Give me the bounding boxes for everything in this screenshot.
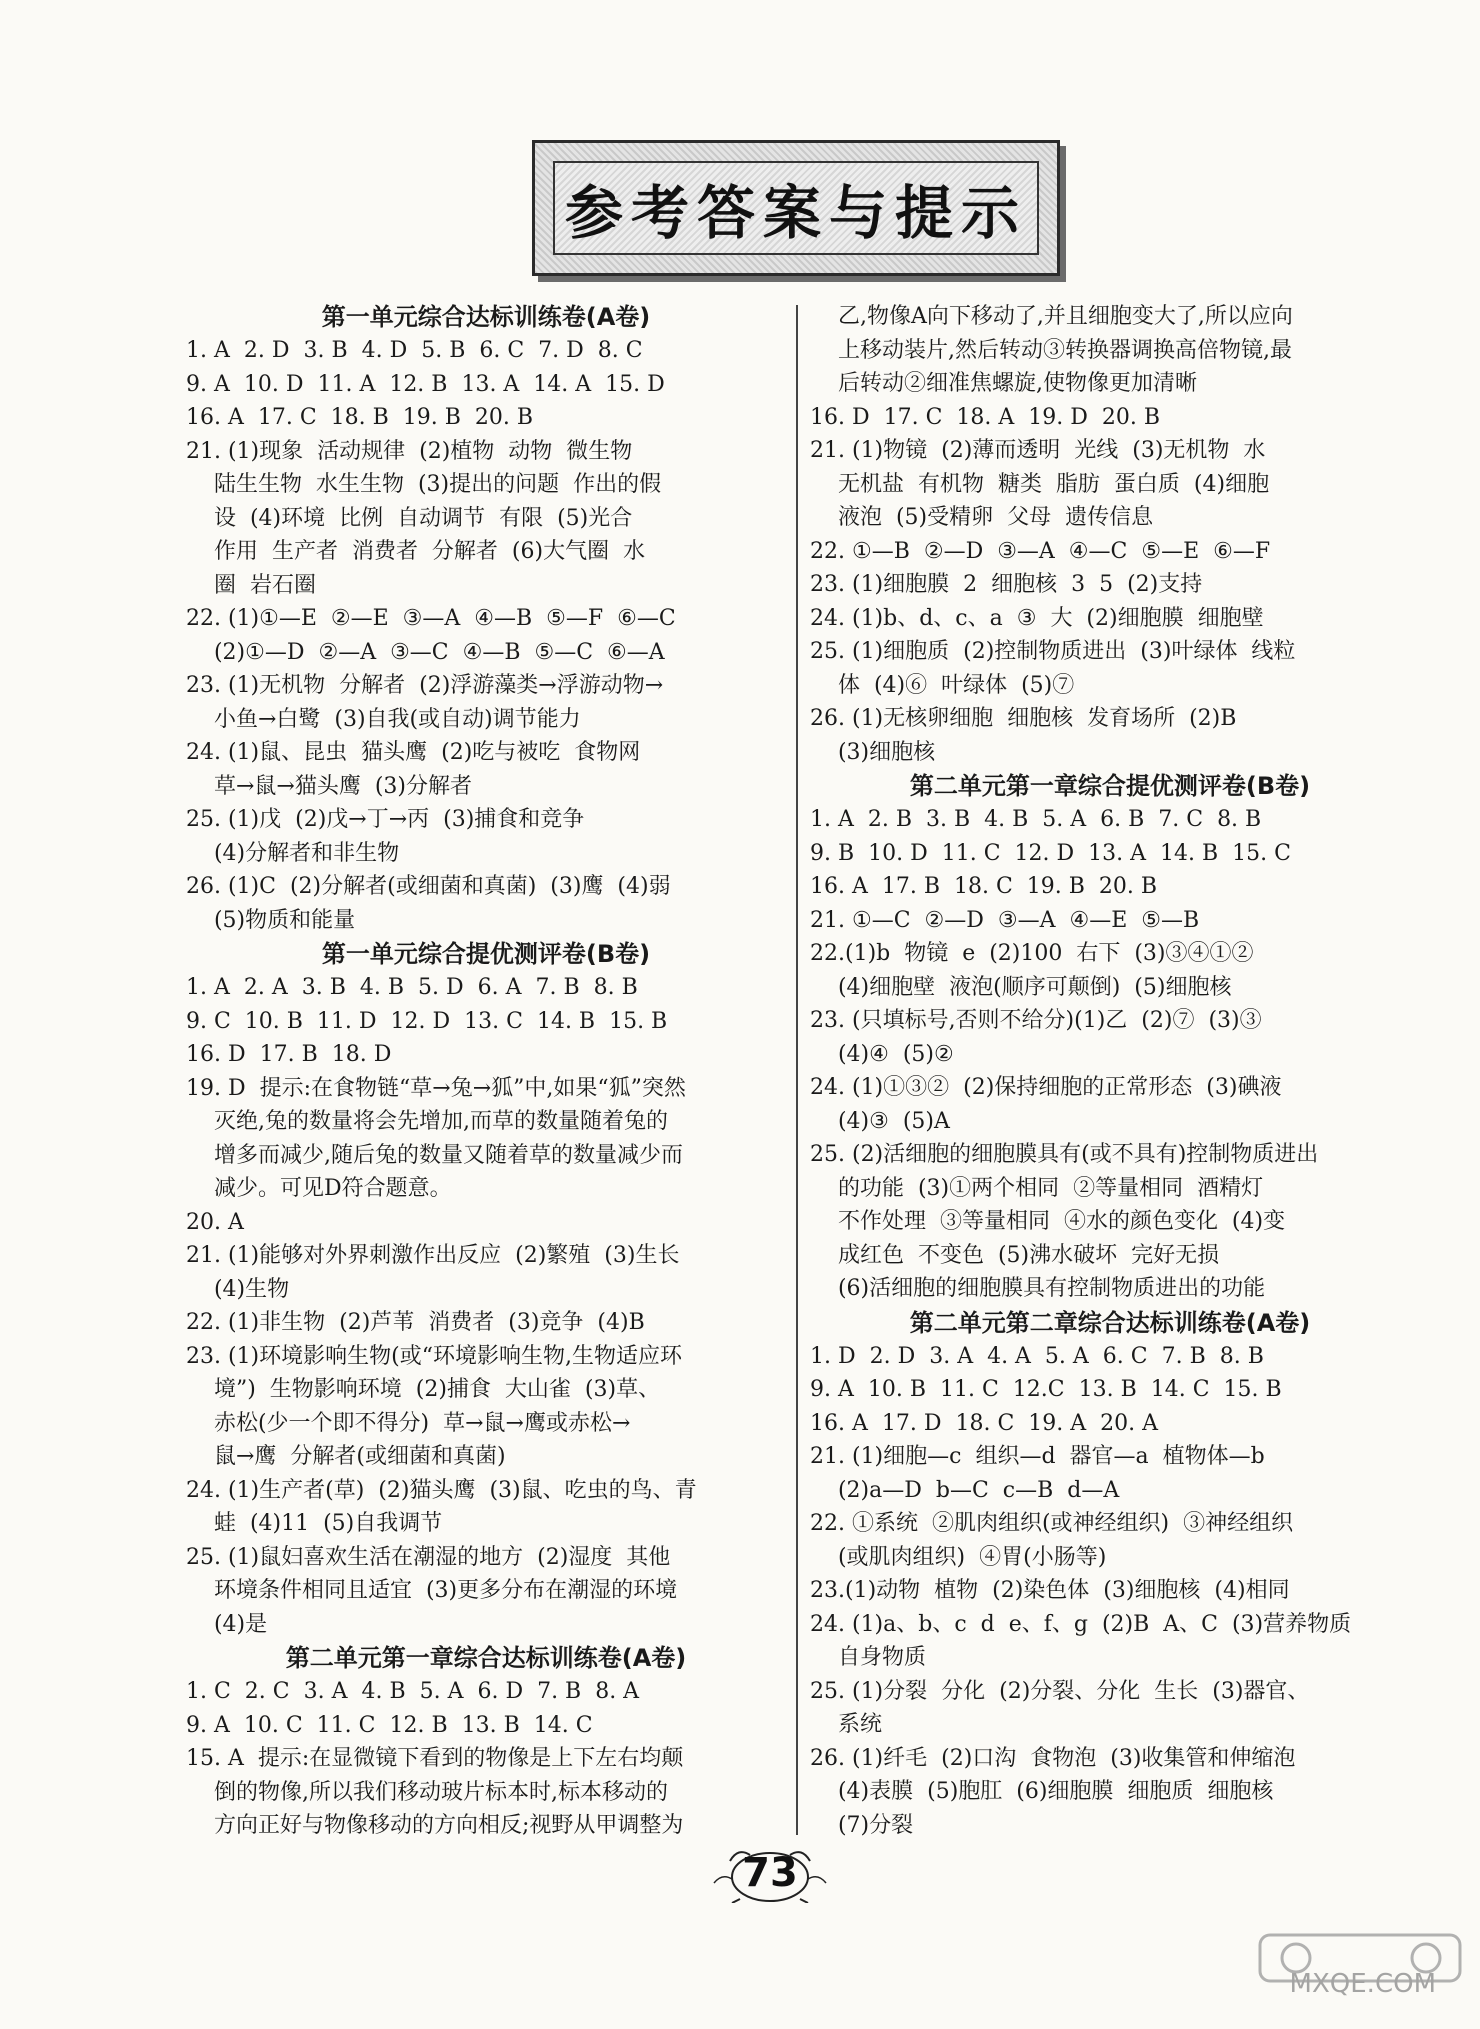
answer-line: 乙,物像A向下移动了,并且细胞变大了,所以应向 (810, 304, 1293, 329)
answer-line: 24. (1)①③② (2)保持细胞的正常形态 (3)碘液 (810, 1075, 1282, 1100)
title-banner-inner (553, 161, 1039, 255)
answer-line: 1. D 2. D 3. A 4. A 5. A 6. C 7. B 8. B (810, 1343, 1264, 1369)
answer-line: 25. (1)分裂 分化 (2)分裂、分化 生长 (3)器官、 (810, 1678, 1310, 1704)
answer-line: (4)是 (186, 1611, 268, 1637)
answer-line: 环境条件相同且适宜 (3)更多分布在潮湿的环境 (186, 1578, 678, 1603)
answer-line: 25. (1)细胞质 (2)控制物质进出 (3)叶绿体 线粒 (810, 639, 1296, 664)
answer-line: 作用 生产者 消费者 分解者 (6)大气圈 水 (186, 539, 646, 564)
answer-line: 境”) 生物影响环境 (2)捕食 大山雀 (3)草、 (186, 1377, 661, 1402)
answer-line: 21. (1)现象 活动规律 (2)植物 动物 微生物 (186, 438, 633, 464)
answer-line: 减少。可见D符合题意。 (186, 1176, 452, 1201)
page-title: 参考答案与提示 (564, 179, 1027, 247)
answer-line: (5)物质和能量 (186, 907, 356, 933)
answer-line: (4)分解者和非生物 (186, 840, 400, 866)
column-divider (796, 305, 798, 1835)
answer-line: 9. A 10. B 11. C 12.C 13. B 14. C 15. B (810, 1377, 1282, 1402)
answer-line: 圈 岩石圈 (186, 572, 316, 598)
answer-line: 26. (1)纤毛 (2)口沟 食物泡 (3)收集管和伸缩泡 (810, 1745, 1296, 1771)
page-number: 73 (742, 1850, 798, 1896)
section-heading: 第一单元综合达标训练卷(A卷) (321, 303, 651, 331)
section-heading: 第一单元综合提优测评卷(B卷) (321, 940, 651, 968)
answer-line: 设 (4)环境 比例 自动调节 有限 (5)光合 (186, 505, 633, 531)
answer-line: (4)细胞壁 液泡(顺序可颠倒) (5)细胞核 (810, 974, 1232, 1000)
page-number-badge (700, 1838, 840, 1908)
answer-line: 方向正好与物像移动的方向相反;视野从甲调整为 (186, 1813, 684, 1838)
answer-line: 鼠→鹰 分解者(或细菌和真菌) (186, 1444, 506, 1469)
answer-line: (4)④ (5)② (810, 1041, 954, 1067)
answer-line: 25. (1)鼠妇喜欢生活在潮湿的地方 (2)湿度 其他 (186, 1544, 671, 1570)
answer-line: (6)活细胞的细胞膜具有控制物质进出的功能 (810, 1276, 1266, 1301)
answer-line: 21. ①—C ②—D ③—A ④—E ⑤—B (810, 907, 1200, 933)
answer-line: 9. A 10. D 11. A 12. B 13. A 14. A 15. D (186, 371, 665, 397)
answer-line: 16. D 17. C 18. A 19. D 20. B (810, 404, 1161, 430)
answer-line: 1. C 2. C 3. A 4. B 5. A 6. D 7. B 8. A (186, 1679, 640, 1704)
answer-line: 23. (1)细胞膜 2 细胞核 3 5 (2)支持 (810, 572, 1203, 597)
answer-line: 赤松(少一个即不得分) 草→鼠→鹰或赤松→ (186, 1410, 631, 1436)
answer-line: 上移动装片,然后转动③转换器调换高倍物镜,最 (810, 337, 1292, 363)
answer-line: 22. (1)非生物 (2)芦苇 消费者 (3)竞争 (4)B (186, 1310, 645, 1335)
answer-line: (3)细胞核 (810, 739, 936, 765)
answer-line: (或肌肉组织) ④胃(小肠等) (810, 1544, 1107, 1570)
answer-line: 22. ①系统 ②肌肉组织(或神经组织) ③神经组织 (810, 1511, 1294, 1536)
answer-line: 1. A 2. A 3. B 4. B 5. D 6. A 7. B 8. B (186, 975, 638, 1000)
answer-line: 无机盐 有机物 糖类 脂肪 蛋白质 (4)细胞 (810, 471, 1270, 497)
answer-line: (4)表膜 (5)胞肛 (6)细胞膜 细胞质 细胞核 (810, 1779, 1274, 1804)
answer-line: 系统 (810, 1712, 882, 1737)
answer-line: 的功能 (3)①两个相同 ②等量相同 酒精灯 (810, 1175, 1264, 1201)
section-heading: 第二单元第一章综合达标训练卷(A卷) (285, 1644, 687, 1672)
answer-line: 24. (1)a、b、c d e、f、g (2)B A、C (3)营养物质 (810, 1611, 1352, 1637)
answer-line: 蛙 (4)11 (5)自我调节 (186, 1511, 443, 1536)
answer-line: 21. (1)物镜 (2)薄而透明 光线 (3)无机物 水 (810, 438, 1266, 463)
answer-line: 24. (1)b、d、c、a ③ 大 (2)细胞膜 细胞壁 (810, 605, 1264, 631)
left-column (186, 300, 786, 1843)
answer-line: 25. (2)活细胞的细胞膜具有(或不具有)控制物质进出 (810, 1142, 1319, 1167)
answer-line: 16. A 17. C 18. B 19. B 20. B (186, 405, 534, 430)
answer-line: 21. (1)细胞—c 组织—d 器官—a 植物体—b (810, 1444, 1265, 1469)
title-banner (532, 140, 1060, 276)
answer-line: 22.(1)b 物镜 e (2)100 右下 (3)③④①② (810, 941, 1254, 966)
answer-line: 21. (1)能够对外界刺激作出反应 (2)繁殖 (3)生长 (186, 1243, 680, 1268)
answer-line: 16. A 17. B 18. C 19. B 20. B (810, 874, 1158, 899)
answer-line: 26. (1)无核卵细胞 细胞核 发育场所 (2)B (810, 706, 1237, 731)
answer-line: (4)生物 (186, 1276, 290, 1302)
answer-line: (2)①—D ②—A ③—C ④—B ⑤—C ⑥—A (186, 639, 665, 665)
answer-line: 23. (只填标号,否则不给分)(1)乙 (2)⑦ (3)③ (810, 1008, 1262, 1033)
watermark-logo (1256, 1929, 1466, 2009)
answer-line: 24. (1)生产者(草) (2)猫头鹰 (3)鼠、吃虫的鸟、青 (186, 1477, 697, 1503)
answer-line: 小鱼→白鹭 (3)自我(或自动)调节能力 (186, 706, 581, 732)
answer-line: 22. ①—B ②—D ③—A ④—C ⑤—E ⑥—F (810, 538, 1271, 564)
answer-line: 25. (1)戊 (2)戊→丁→丙 (3)捕食和竞争 (186, 807, 585, 832)
answer-line: 26. (1)C (2)分解者(或细菌和真菌) (3)鹰 (4)弱 (186, 874, 671, 899)
answer-line: 1. A 2. D 3. B 4. D 5. B 6. C 7. D 8. C (186, 338, 643, 363)
answer-line: (7)分裂 (810, 1812, 914, 1838)
right-column (810, 300, 1410, 1842)
answer-line: 增多而减少,随后兔的数量又随着草的数量减少而 (186, 1142, 683, 1168)
answer-line: 9. C 10. B 11. D 12. D 13. C 14. B 15. B (186, 1008, 668, 1034)
answer-line: 自身物质 (810, 1645, 926, 1670)
watermark-text: MXQE.COM (1289, 1969, 1436, 1999)
answer-line: 15. A 提示:在显微镜下看到的物像是上下左右均颠 (186, 1746, 684, 1771)
answer-line: 不作处理 ③等量相同 ④水的颜色变化 (4)变 (810, 1209, 1286, 1234)
answer-line: 灭绝,兔的数量将会先增加,而草的数量随着兔的 (186, 1109, 668, 1134)
answer-line: 19. D 提示:在食物链“草→兔→狐”中,如果“狐”突然 (186, 1075, 686, 1101)
answer-line: 9. B 10. D 11. C 12. D 13. A 14. B 15. C (810, 840, 1291, 866)
answer-line: 成红色 不变色 (5)沸水破坏 完好无损 (810, 1242, 1220, 1268)
answer-line: 陆生生物 水生生物 (3)提出的问题 作出的假 (186, 472, 662, 497)
answer-line: 1. A 2. B 3. B 4. B 5. A 6. B 7. C 8. B (810, 807, 1262, 832)
section-heading: 第二单元第二章综合达标训练卷(A卷) (909, 1308, 1311, 1337)
answer-line: 9. A 10. C 11. C 12. B 13. B 14. C (186, 1712, 593, 1738)
answer-line: (2)a—D b—C c—B d—A (810, 1477, 1120, 1503)
answer-line: 草→鼠→猫头鹰 (3)分解者 (186, 773, 472, 799)
answer-line: 23. (1)环境影响生物(或“环境影响生物,生物适应环 (186, 1343, 682, 1369)
answer-line: (4)③ (5)A (810, 1108, 950, 1134)
answer-line: 23.(1)动物 植物 (2)染色体 (3)细胞核 (4)相同 (810, 1578, 1290, 1603)
answer-line: 液泡 (5)受精卵 父母 遗传信息 (810, 505, 1154, 530)
answer-line: 16. D 17. B 18. D (186, 1042, 392, 1067)
answer-line: 23. (1)无机物 分解者 (2)浮游藻类→浮游动物→ (186, 673, 664, 698)
section-heading: 第二单元第一章综合提优测评卷(B卷) (909, 772, 1311, 800)
answer-line: 24. (1)鼠、昆虫 猫头鹰 (2)吃与被吃 食物网 (186, 740, 641, 765)
answer-line: 后转动②细准焦螺旋,使物像更加清晰 (810, 371, 1197, 396)
answer-line: 20. A (186, 1209, 244, 1235)
answer-line: 22. (1)①—E ②—E ③—A ④—B ⑤—F ⑥—C (186, 606, 676, 631)
answer-line: 16. A 17. D 18. C 19. A 20. A (810, 1410, 1158, 1436)
answer-line: 体 (4)⑥ 叶绿体 (5)⑦ (810, 672, 1075, 698)
answer-line: 倒的物像,所以我们移动玻片标本时,标本移动的 (186, 1779, 668, 1805)
